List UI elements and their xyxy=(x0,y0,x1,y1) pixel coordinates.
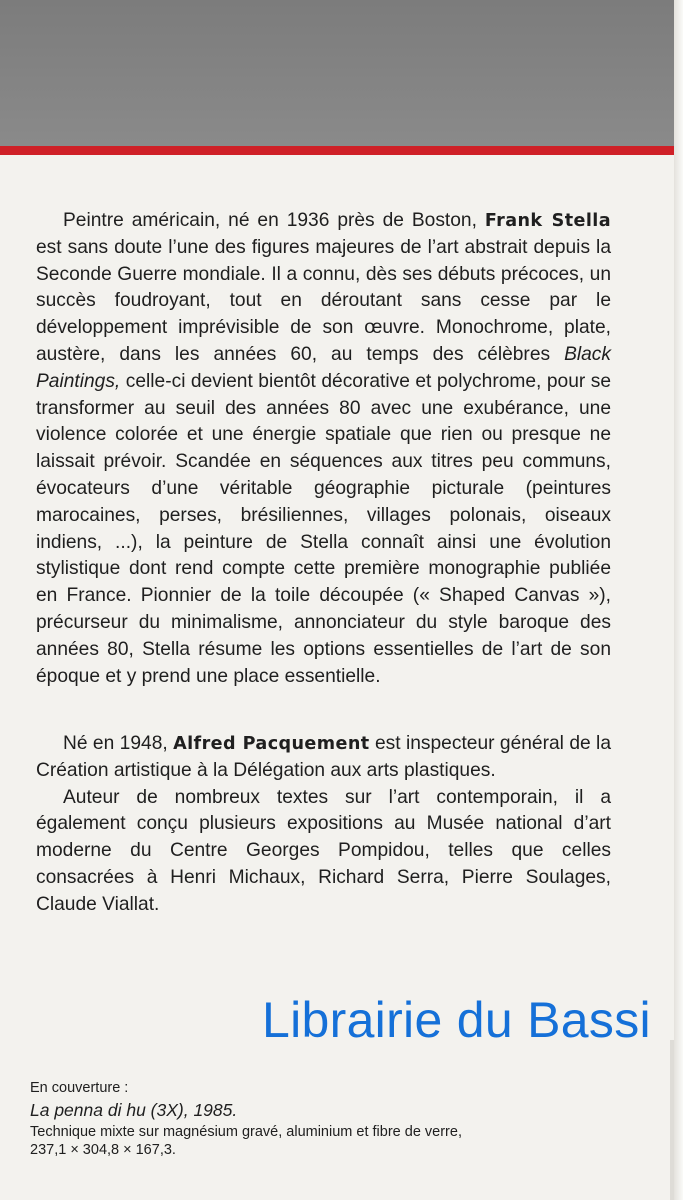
artwork-dimensions: 237,1 × 304,8 × 167,3. xyxy=(30,1142,176,1158)
paragraph-author-works: Auteur de nombreux textes sur l’art contemporain, il a également conçu plusieurs expositions au Musée national d’art moderne du Centre Georges Pompidou, telles que celles consacrées à Henri Michaux, Richard Serra, Pierre Soulages, Claude Viallat. xyxy=(36,786,611,915)
paragraph-author xyxy=(36,731,611,785)
author-name: Alfred Pacquement xyxy=(173,734,370,754)
caption-heading: En couverture : xyxy=(30,1080,129,1096)
bookshop-watermark: Librairie du Bassi xyxy=(262,992,651,1048)
artwork-title: La penna di hu (3X), 1985. xyxy=(30,1100,238,1120)
artist-name: Frank Stella xyxy=(484,211,611,231)
stella-description xyxy=(36,208,611,690)
red-stripe xyxy=(0,146,674,155)
text-segment: Peintre américain, né en 1936 près de Boston, xyxy=(63,210,485,231)
text-segment: est inspecteur général de la Création artistique à la Délégation aux arts plastiques. xyxy=(36,733,611,781)
page-edge-shadow xyxy=(670,1040,674,1200)
paragraph-stella xyxy=(36,208,611,690)
grey-top-band xyxy=(0,0,674,146)
author-bio xyxy=(36,731,611,919)
series-title: Black Paintings, xyxy=(36,343,611,392)
page-edge xyxy=(674,0,683,1200)
text-segment: Né en 1948, xyxy=(63,733,174,754)
cover-caption xyxy=(30,1078,590,1159)
text-segment: est sans doute l’une des figures majeures de l’art abstrait depuis la Seconde Guerre mondiale. Il a connu, dès ses débuts précoces, un succès foudroyant, tout en déroutant sans cesse par le développement imprévisible de son œuvre. Monochrome, plate, austère, dans les années 60, au temps des célèbres xyxy=(36,236,611,365)
text-segment: celle-ci devient bientôt décorative et polychrome, pour se transformer au seuil des années 80 avec une exubérance, une violence colorée et une énergie spatiale que rien ou presque ne laissait prévoir. Scandée en séquences aux titres peu communs, évocateurs d’une véritable géographie picturale (peintures marocaines, perses, brésiliennes, villages polonais, oiseaux indiens, ...), la peinture de Stella connaît ainsi une évolution stylistique dont rend compte cette première monographie publiée en France. Pionnier de la toile découpée (« Shaped Canvas »), précurseur du minimalisme, annonciateur du style baroque des années 80, Stella résume les options essentielles de l’art de son époque et y prend une place essentielle. xyxy=(36,370,611,687)
artwork-medium: Technique mixte sur magnésium gravé, aluminium et fibre de verre, xyxy=(30,1124,462,1140)
